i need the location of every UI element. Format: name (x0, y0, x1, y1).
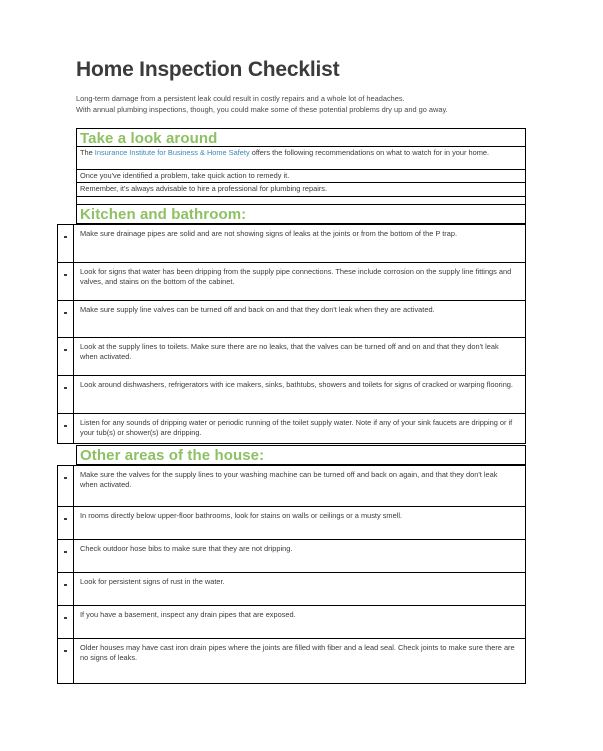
table-row (58, 466, 526, 507)
section-heading-take-a-look-around (76, 128, 526, 147)
checklist-item-text[interactable]: Listen for any sounds of dripping water or periodic running of the toilet supply water. Note if any of your sink faucets are dripping or if your tub(s) or shower(s) are dripping. (74, 414, 526, 444)
table-row (58, 376, 526, 414)
table-row (58, 540, 526, 573)
take-a-look-around-table (76, 146, 526, 209)
intro-line-2: With annual plumbing inspections, though, you could make some of these potential problems dry up and go away. (76, 104, 448, 114)
checklist-item-text[interactable]: Check outdoor hose bibs to make sure that they are not dripping. (74, 540, 526, 573)
bullet-square-icon (58, 507, 74, 540)
section-heading-take-a-look-around-label: Take a look around (80, 130, 218, 147)
bullet-square-icon (58, 376, 74, 414)
checklist-item-text[interactable]: Make sure drainage pipes are solid and are not showing signs of leaks at the joints or from the bottom of the P trap. (74, 225, 526, 263)
info-row-suffix: offers the following recommendations on what to watch for in your home. (249, 148, 490, 157)
bullet-square-icon (58, 338, 74, 376)
table-row (58, 263, 526, 301)
bullet-square-icon (58, 414, 74, 444)
section-heading-kitchen-and-bathroom (76, 204, 526, 224)
table-row (58, 606, 526, 639)
section-heading-other-areas-of-the-house (76, 445, 526, 465)
table-row (58, 414, 526, 444)
table-row (58, 301, 526, 338)
table-row (77, 170, 526, 183)
checklist-item-text[interactable]: In rooms directly below upper-floor bathrooms, look for stains on walls or ceilings or a musty smell. (74, 507, 526, 540)
bullet-square-icon (58, 301, 74, 338)
bullet-square-icon (58, 466, 74, 507)
info-row-hire-professional: Remember, it's always advisable to hire a professional for plumbing repairs. (77, 183, 526, 196)
iibhs-link[interactable]: Insurance Institute for Business & Home Safety (94, 148, 250, 157)
info-row-prefix: The (80, 148, 95, 157)
bullet-square-icon (58, 573, 74, 606)
section-heading-other-areas-of-the-house-label: Other areas of the house: (80, 447, 265, 464)
intro-line-1: Long-term damage from a persistent leak could result in costly repairs and a whole lot of headaches. (76, 94, 405, 103)
other-areas-of-the-house-checklist (57, 465, 526, 684)
bullet-square-icon (58, 606, 74, 639)
checklist-item-text[interactable]: Make sure the valves for the supply lines to your washing machine can be turned off and back on again, and that they don't leak when activated. (74, 466, 526, 507)
kitchen-and-bathroom-checklist (57, 224, 526, 444)
checklist-item-text[interactable]: Make sure supply line valves can be turned off and back on and that they don't leak when they are activated. (74, 301, 526, 338)
bullet-square-icon (58, 540, 74, 573)
table-row (77, 183, 526, 196)
bullet-square-icon (58, 225, 74, 263)
info-row-recommendations (77, 147, 526, 170)
page-title: Home Inspection Checklist (76, 58, 340, 81)
checklist-item-text[interactable]: Look for persistent signs of rust in the water. (74, 573, 526, 606)
info-row-quick-action: Once you've identified a problem, take quick action to remedy it. (77, 170, 526, 183)
table-row (58, 225, 526, 263)
table-row (77, 147, 526, 170)
bullet-square-icon (58, 263, 74, 301)
table-row (58, 639, 526, 684)
checklist-item-text[interactable]: Look around dishwashers, refrigerators with ice makers, sinks, bathtubs, showers and toilets for signs of cracked or warping flooring. (74, 376, 526, 414)
checklist-item-text[interactable]: Look at the supply lines to toilets. Make sure there are no leaks, that the valves can be turned off and on and that they don't leak when activated. (74, 338, 526, 376)
checklist-item-text[interactable]: Older houses may have cast iron drain pipes where the joints are filled with fiber and a lead seal. Check joints to make sure there are no signs of leaks. (74, 639, 526, 684)
table-row (58, 573, 526, 606)
checklist-item-text[interactable]: If you have a basement, inspect any drain pipes that are exposed. (74, 606, 526, 639)
table-row (58, 338, 526, 376)
table-row (58, 507, 526, 540)
section-heading-kitchen-and-bathroom-label: Kitchen and bathroom: (80, 206, 247, 223)
intro-paragraph (76, 94, 526, 115)
checklist-item-text[interactable]: Look for signs that water has been dripping from the supply pipe connections. These include corrosion on the supply line fittings and valves, and stains on the bottom of the cabinet. (74, 263, 526, 301)
bullet-square-icon (58, 639, 74, 684)
